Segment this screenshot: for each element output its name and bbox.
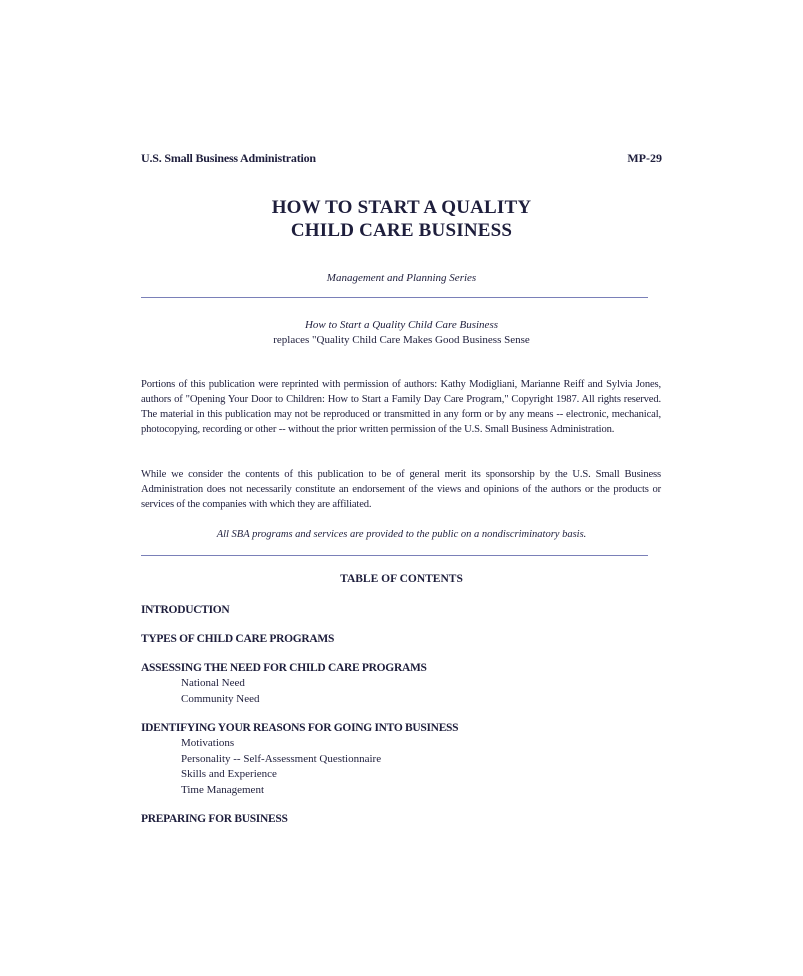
replaces-title: How to Start a Quality Child Care Business: [304, 319, 498, 331]
document-title: [0, 196, 803, 242]
toc-subitem: Community Need: [181, 692, 260, 705]
divider-bottom: [141, 555, 648, 556]
permission-paragraph: Portions of this publication were reprinted with permission of authors: Kathy Modigliani, Marianne Reiff and Sylvia Jones, authors of "Opening Your Door to Children: How to Start a Family Day Care Program," Copyright 1987. All rights reserved. The material in this publication may not be reproduced or transmitted in any form or by any means -- electronic, mechanical, photocopying, recording or other -- without the prior written permission of the U.S. Small Business Administration.: [141, 379, 661, 435]
series-name: Management and Planning Series: [326, 272, 477, 284]
nondiscrimination-statement: All SBA programs and services are provided to the public on a nondiscriminatory basis.: [216, 529, 587, 540]
toc-title: TABLE OF CONTENTS: [340, 573, 463, 585]
divider-top: [141, 297, 648, 298]
toc-heading: ASSESSING THE NEED FOR CHILD CARE PROGRAMS: [141, 662, 427, 674]
toc-heading: IDENTIFYING YOUR REASONS FOR GOING INTO BUSINESS: [141, 722, 459, 734]
table-of-contents: [141, 603, 661, 841]
publication-code: MP-29: [627, 151, 662, 165]
replaces-text: replaces "Quality Child Care Makes Good Business Sense: [273, 334, 530, 346]
toc-subitem: Time Management: [181, 783, 264, 796]
disclaimer-paragraph: While we consider the contents of this publication to be of general merit its sponsorship by the U.S. Small Business Administration does not necessarily constitute an endorsement of the views and opinions of the authors or the products or services of the companies with which they are affiliated.: [141, 469, 661, 510]
toc-subitem: Motivations: [181, 737, 235, 749]
toc-heading: PREPARING FOR BUSINESS: [141, 813, 288, 825]
toc-section: [141, 812, 661, 827]
toc-section: [141, 721, 661, 798]
toc-subitem: Personality -- Self-Assessment Questionnaire: [181, 752, 382, 765]
toc-section: [141, 603, 661, 618]
toc-section: [141, 632, 661, 647]
toc-section: [141, 661, 661, 707]
agency-name: U.S. Small Business Administration: [141, 151, 316, 165]
title-line-1: HOW TO START A QUALITY: [271, 197, 532, 218]
toc-heading: INTRODUCTION: [141, 604, 230, 616]
toc-heading: TYPES OF CHILD CARE PROGRAMS: [141, 633, 335, 645]
toc-subitem: National Need: [181, 677, 245, 689]
toc-subitem: Skills and Experience: [181, 768, 277, 780]
replaces-note: [0, 318, 803, 348]
title-line-2: CHILD CARE BUSINESS: [290, 220, 513, 241]
